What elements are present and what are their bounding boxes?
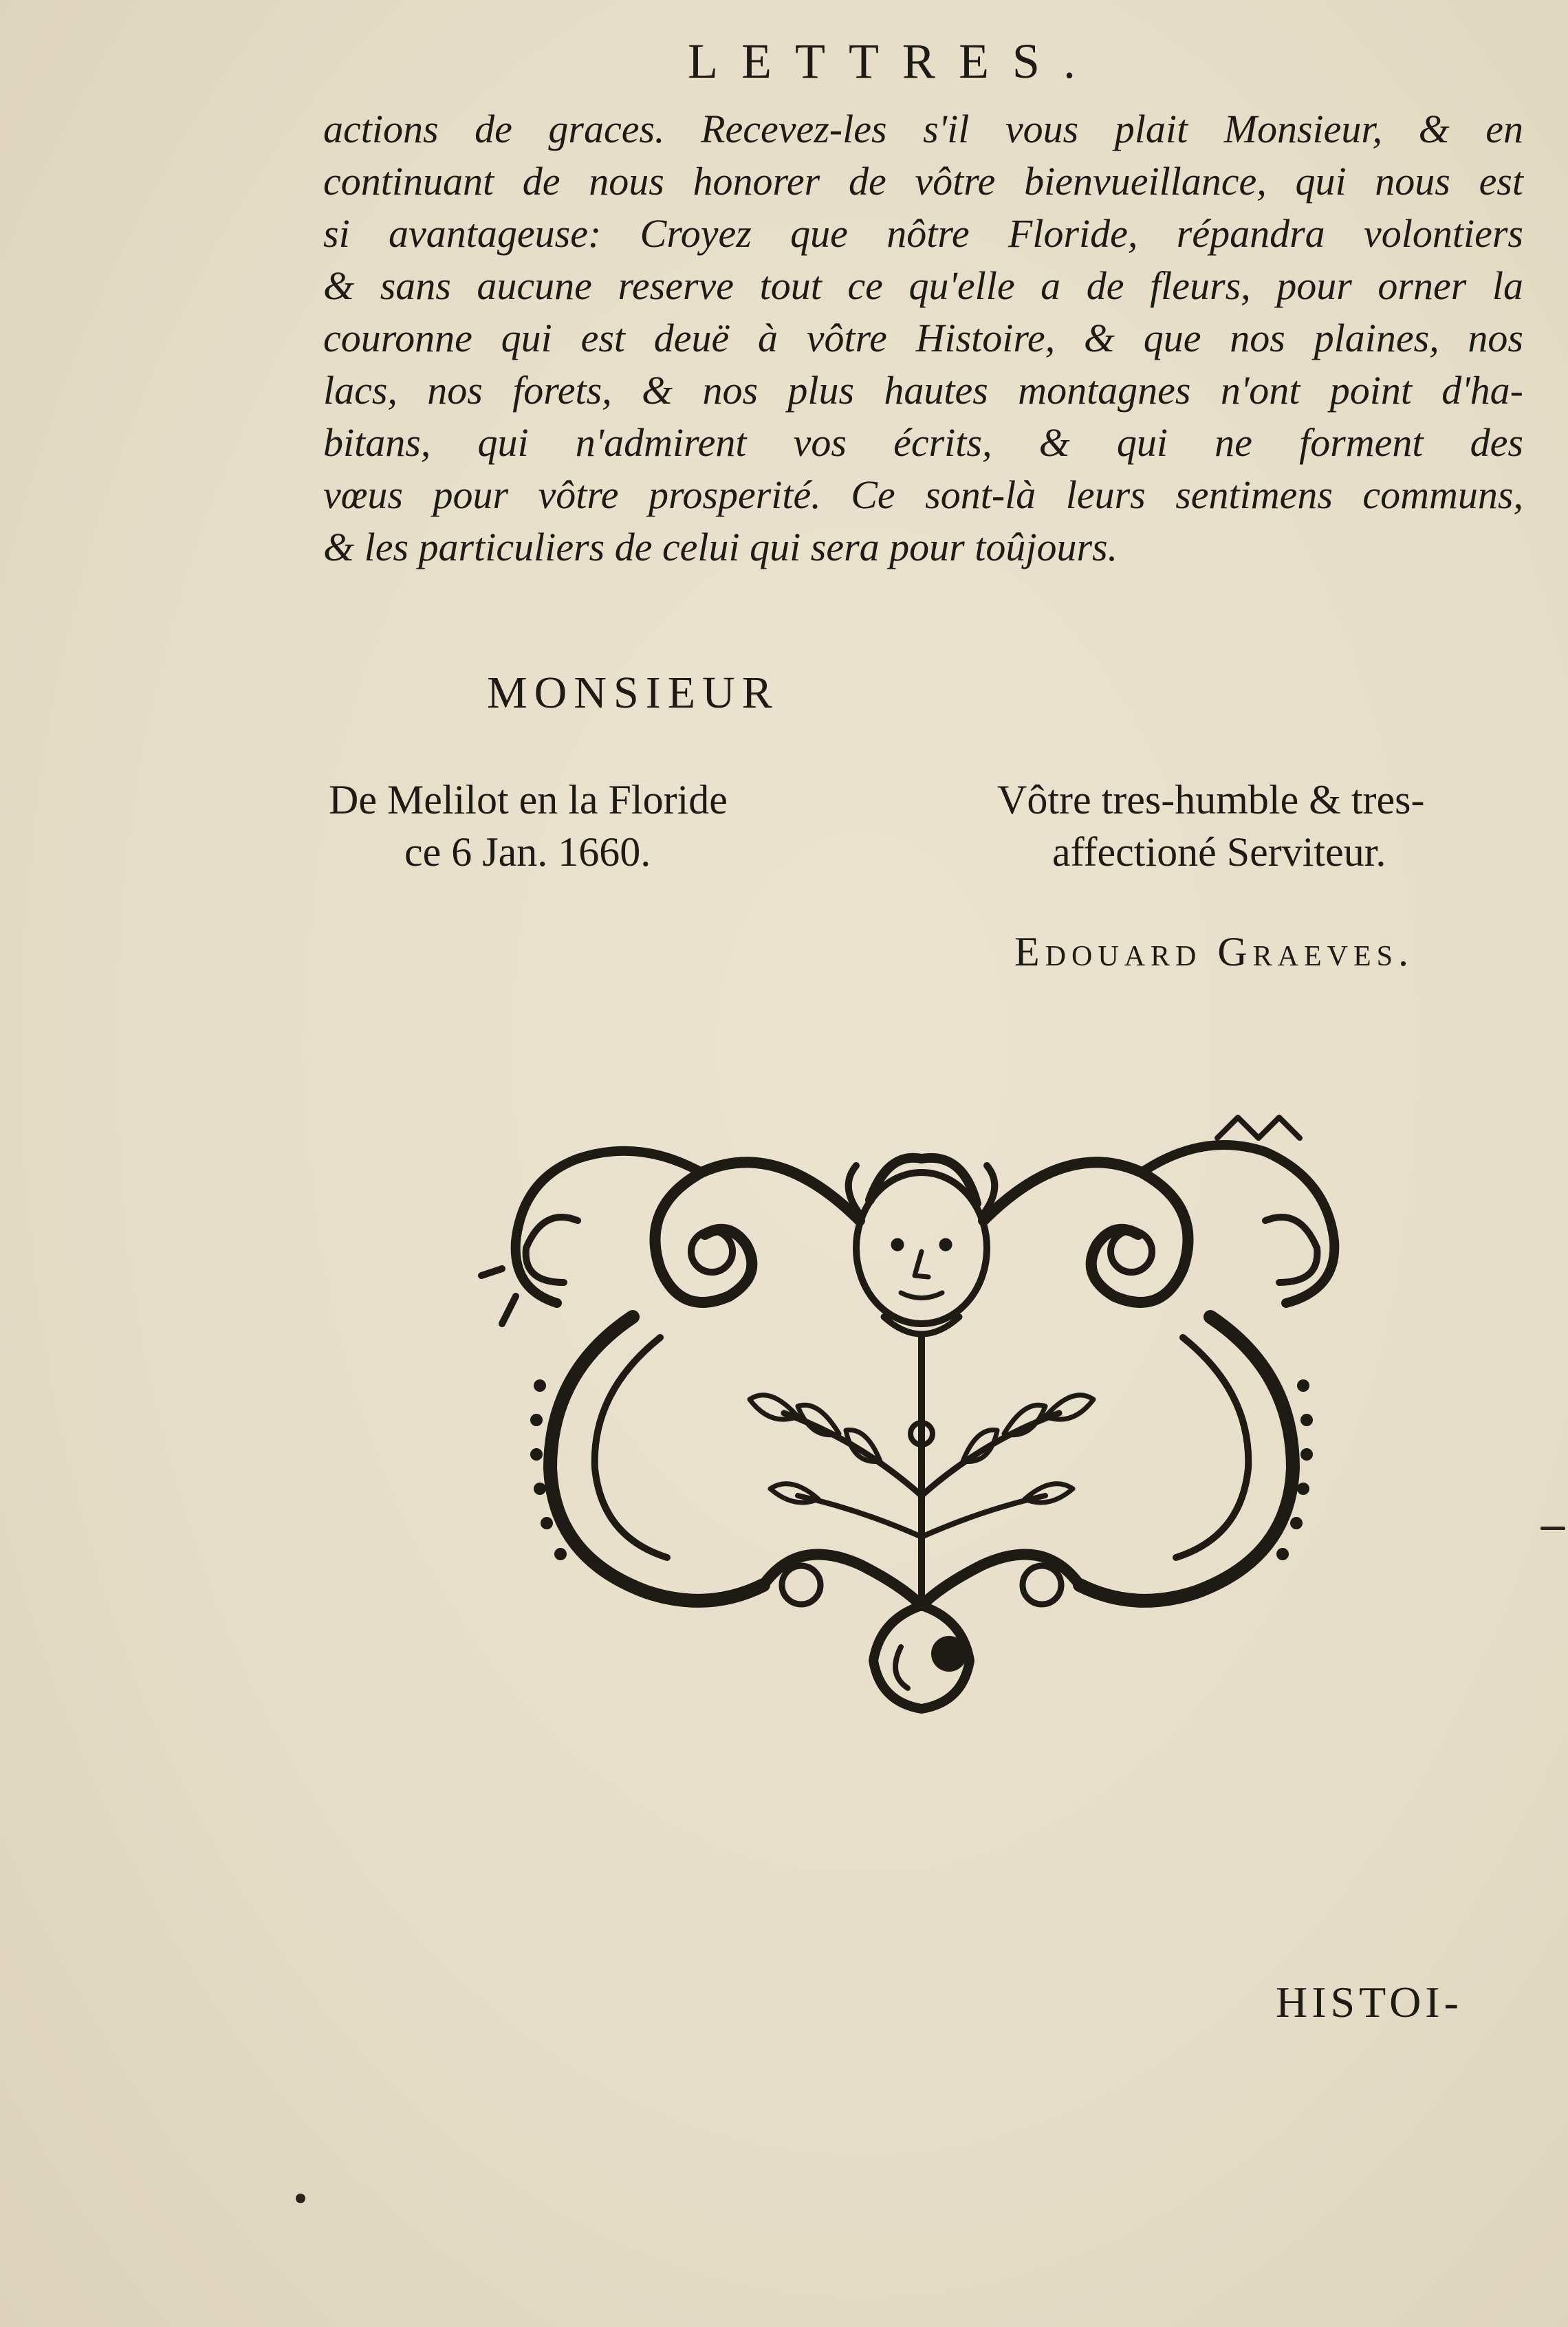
- letter-line: si avantageuse: Croyez que nôtre Floride, répandra volontiers: [323, 211, 1523, 256]
- signature: Edouard Graeves.: [1014, 929, 1414, 974]
- running-head: LETTRES.: [688, 34, 1099, 89]
- closing-line-2: affectioné Serviteur.: [1052, 829, 1386, 875]
- place-and-date: [329, 774, 728, 878]
- letter-line: vœus pour vôtre prosperité. Ce sont-là leurs sentimens communs,: [323, 472, 1523, 517]
- letter-line: couronne qui est deuë à vôtre Histoire, & que nos plaines, nos: [323, 316, 1523, 360]
- letter-line: & sans aucune reserve tout ce qu'elle a de fleurs, pour orner la: [323, 263, 1523, 308]
- place-line: De Melilot en la Floride: [329, 777, 728, 822]
- date-line: ce 6 Jan. 1660.: [404, 829, 651, 875]
- letter-line: actions de graces. Recevez-les s'il vous plait Monsieur, & en: [323, 107, 1523, 151]
- salutation: MONSIEUR: [487, 668, 779, 718]
- ink-speck: [296, 2194, 305, 2203]
- catchword: HISTOI-: [1276, 1978, 1463, 2026]
- letter-line: & les particuliers de celui qui sera pour toûjours.: [323, 525, 1118, 569]
- letter-line: continuant de nous honorer de vôtre bienvueillance, qui nous est: [323, 159, 1523, 204]
- ink-speck: [1540, 1527, 1565, 1530]
- letter-body: [323, 103, 1523, 573]
- closing-line-1: Vôtre tres-humble & tres-: [997, 777, 1425, 822]
- letter-line: bitans, qui n'admirent vos écrits, & qui ne forment des: [323, 420, 1523, 465]
- head-and-foliage-woodcut-icon: [475, 1111, 1369, 1729]
- letter-line: lacs, nos forets, & nos plus hautes montagnes n'ont point d'ha-: [323, 368, 1523, 413]
- closing-formula: [997, 774, 1424, 878]
